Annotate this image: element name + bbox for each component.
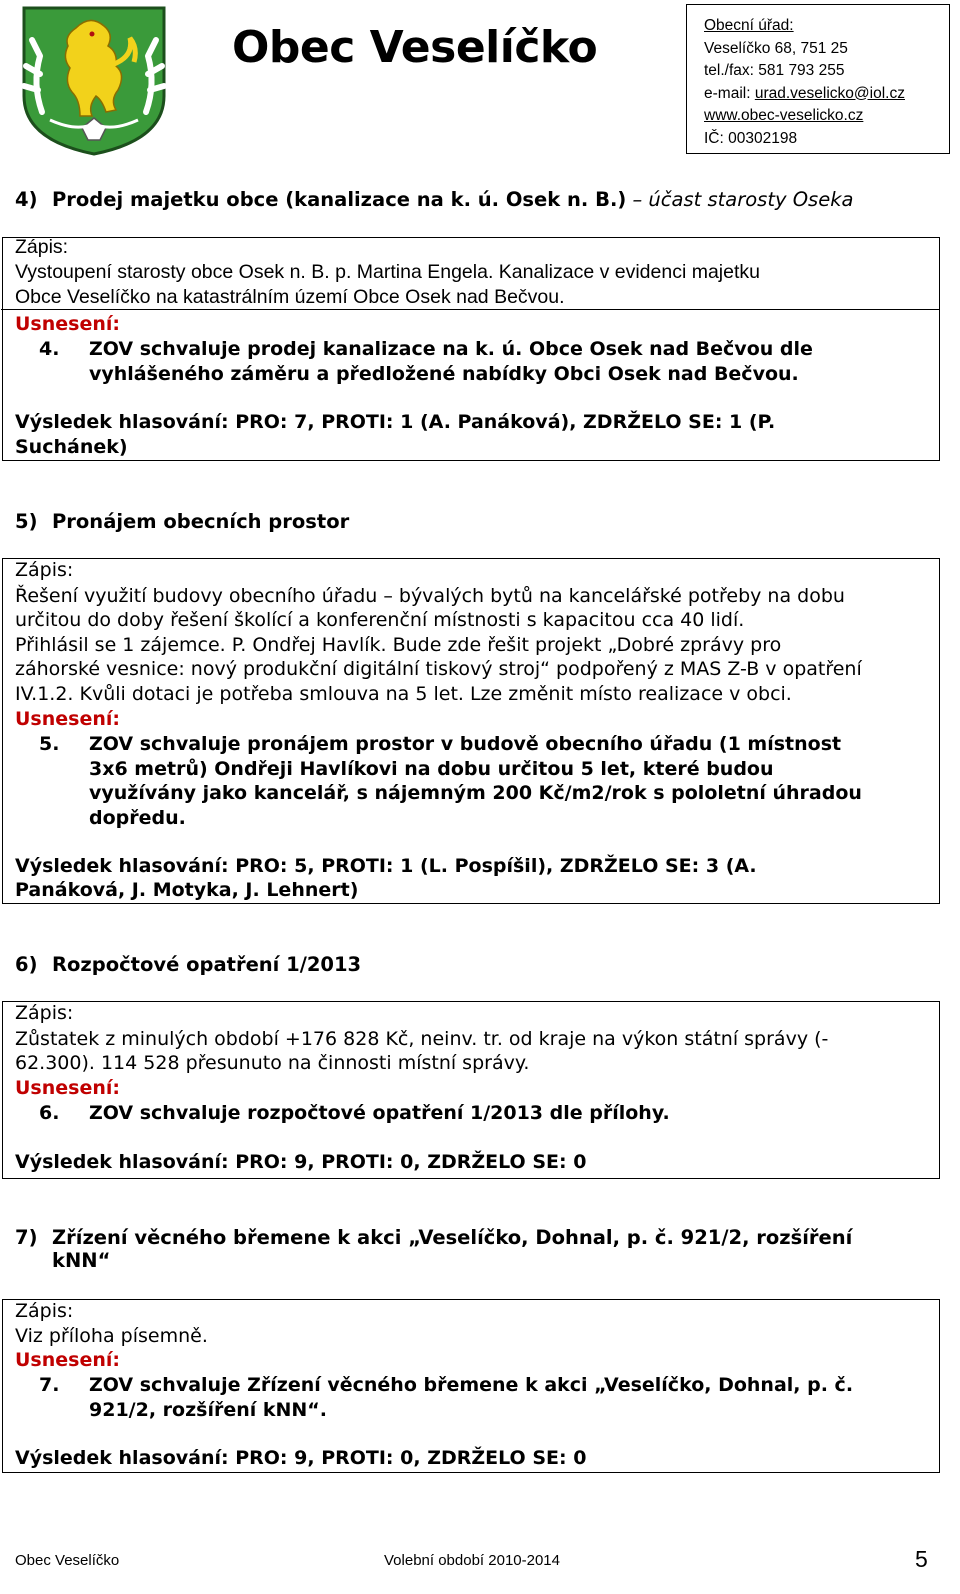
section-box-4 xyxy=(2,237,940,461)
resolution-number: 5. xyxy=(39,733,60,755)
zapis-label: Zápis: xyxy=(15,1300,74,1322)
usneseni-label: Usnesení: xyxy=(15,708,120,730)
zapis-line: určitou do doby řešení školící a konferenční místnosti s kapacitou cca 40 lidí. xyxy=(15,609,745,631)
section-title: Zřízení věcného břemene k akci „Veselíčko, Dohnal, p. č. 921/2, rozšíření xyxy=(52,1226,853,1249)
section-title: Rozpočtové opatření 1/2013 xyxy=(52,953,362,976)
zapis-line: záhorské vesnice: nový produkční digitální tiskový stroj“ podpořený z MAS Z-B v opatření xyxy=(15,658,862,680)
zapis-label: Zápis: xyxy=(15,236,69,258)
vote-result: Výsledek hlasování: PRO: 5, PROTI: 1 (L. Pospíšil), ZDRŽELO SE: 3 (A. xyxy=(15,855,757,877)
website-link[interactable]: www.obec-veselicko.cz xyxy=(704,107,864,124)
section-title-note: – účast starosty Oseka xyxy=(626,188,854,211)
resolution-line: 921/2, rozšíření kNN“. xyxy=(89,1399,328,1421)
section-title: Prodej majetku obce (kanalizace na k. ú. Osek n. B.) xyxy=(52,188,627,211)
zapis-label: Zápis: xyxy=(15,559,74,581)
zapis-line: Viz příloha písemně. xyxy=(15,1325,208,1347)
section-number: 7) xyxy=(15,1226,38,1249)
resolution-line: ZOV schvaluje rozpočtové opatření 1/2013 dle přílohy. xyxy=(89,1102,670,1124)
vote-result: Výsledek hlasování: PRO: 7, PROTI: 1 (A. Panáková), ZDRŽELO SE: 1 (P. xyxy=(15,411,776,433)
resolution-number: 6. xyxy=(39,1102,60,1124)
vote-result: Panáková, J. Motyka, J. Lehnert) xyxy=(15,879,359,901)
vote-result: Výsledek hlasování: PRO: 9, PROTI: 0, ZDRŽELO SE: 0 xyxy=(15,1447,587,1469)
resolution-line: ZOV schvaluje pronájem prostor v budově obecního úřadu (1 místnost xyxy=(89,733,842,755)
coat-of-arms-logo xyxy=(18,4,170,156)
resolution-number: 7. xyxy=(39,1374,60,1396)
page-footer xyxy=(0,1548,960,1594)
usneseni-label: Usnesení: xyxy=(15,1077,120,1099)
divider xyxy=(1,309,939,310)
zapis-line: Vystoupení starosty obce Osek n. B. p. Martina Engela. Kanalizace v evidenci majetku xyxy=(15,261,760,283)
footer-municipality: Obec Veselíčko xyxy=(15,1552,120,1569)
vote-result: Výsledek hlasování: PRO: 9, PROTI: 0, ZDRŽELO SE: 0 xyxy=(15,1151,587,1173)
zapis-line: Zůstatek z minulých období +176 828 Kč, neinv. tr. od kraje na výkon státní správy (- xyxy=(15,1028,829,1050)
section-title: Pronájem obecních prostor xyxy=(52,510,350,533)
zapis-line: Obce Veselíčko na katastrálním území Obce Osek nad Bečvou. xyxy=(15,286,565,308)
usneseni-label: Usnesení: xyxy=(15,1349,120,1371)
zapis-line: 62.300). 114 528 přesunuto na činnosti místní správy. xyxy=(15,1052,530,1074)
page-title: Obec Veselíčko xyxy=(232,22,598,73)
section-box-7 xyxy=(2,1299,940,1473)
contact-box xyxy=(686,4,950,154)
zapis-line: Přihlásil se 1 zájemce. P. Ondřej Havlík. Bude zde řešit projekt „Dobré zprávy pro xyxy=(15,634,782,656)
resolution-line: 3x6 metrů) Ondřeji Havlíkovi na dobu určitou 5 let, které budou xyxy=(89,758,774,780)
section-number: 5) xyxy=(15,510,38,533)
section-number: 6) xyxy=(15,953,38,976)
zapis-line: IV.1.2. Kvůli dotaci je potřeba smlouva na 5 let. Lze změnit místo realizace v obci. xyxy=(15,683,792,705)
section-heading-6 xyxy=(15,953,361,976)
page-number: 5 xyxy=(915,1546,928,1572)
section-title-continued: kNN“ xyxy=(52,1249,111,1272)
email-link[interactable]: urad.veselicko@iol.cz xyxy=(754,84,905,102)
zapis-line: Řešení využití budovy obecního úřadu – bývalých bytů na kancelářské potřeby na dobu xyxy=(15,585,845,607)
section-number: 4) xyxy=(15,188,38,211)
resolution-line: vyhlášeného záměru a předložené nabídky Obci Osek nad Bečvou. xyxy=(89,363,799,385)
page-header xyxy=(0,0,960,170)
section-heading-4 xyxy=(15,188,853,211)
office-phone: tel./fax: 581 793 255 xyxy=(704,62,845,79)
vote-result: Suchánek) xyxy=(15,436,128,458)
office-address: Veselíčko 68, 751 25 xyxy=(704,39,848,57)
usneseni-label: Usnesení: xyxy=(15,313,120,335)
office-label: Obecní úřad: xyxy=(704,17,794,34)
resolution-number: 4. xyxy=(39,338,60,360)
footer-term: Volební období 2010-2014 xyxy=(384,1552,560,1569)
resolution-line: ZOV schvaluje prodej kanalizace na k. ú. Obce Osek nad Bečvou dle xyxy=(89,338,813,360)
section-box-6 xyxy=(2,1001,940,1179)
section-box-5 xyxy=(2,558,940,904)
office-ic: IČ: 00302198 xyxy=(704,129,798,147)
zapis-label: Zápis: xyxy=(15,1002,74,1024)
office-email-row xyxy=(704,83,949,106)
resolution-line: využívány jako kancelář, s nájemným 200 Kč/m2/rok s pololetní úhradou xyxy=(89,782,862,804)
email-prefix: e-mail: xyxy=(704,84,755,102)
resolution-line: dopředu. xyxy=(89,807,186,829)
resolution-line: ZOV schvaluje Zřízení věcného břemene k akci „Veselíčko, Dohnal, p. č. xyxy=(89,1374,854,1396)
section-heading-7 xyxy=(15,1226,852,1272)
section-heading-5 xyxy=(15,510,349,533)
